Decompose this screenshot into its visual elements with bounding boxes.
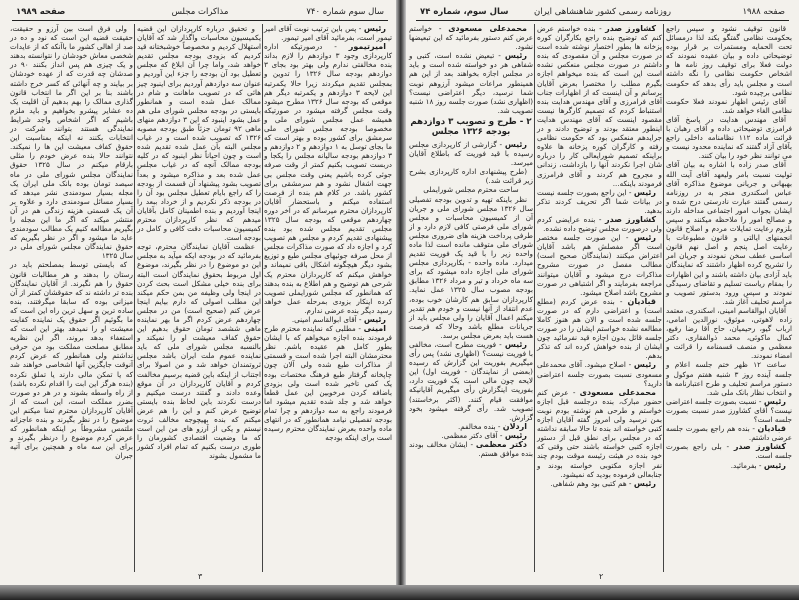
paragraph [666,160,792,306]
paragraph [666,24,792,97]
paragraph-text: این صورت جلسه مختصر است اگر مفصلش هم باشد آقایان اعتراض میکنند (نمایندگان صحیح است) مطالب مفصل در صورت مشروح مذاکرات درج میشود و آقایان میتوانند مراجعه بفرمایند و اگر اشتباهی در صورت مشروح باشد اصلاح میشود. [537,233,662,297]
paragraph-text: ساعت ۱۲ ظهر ختم جلسه اعلام و جلسه آینده روز ۳ شنبه هفتم موکول و دستور مراسم تحلیف و طرح اعتبارنامه ها و انتخاب نظار بانک ملی شد. [666,360,792,397]
paragraph: قبادیان - بنده هم راجع بصورت جلسه عرضی داشتم. [666,424,792,443]
speaker-name: کشاورز صدر [605,214,656,224]
paragraph: دکتر معظمی - ایشان مخالف بودند بنده موافق هستم. [409,440,533,459]
paragraph [10,260,133,460]
paragraph-text: خواستم عرض کنم دستور بفرمائید که این تبعیضها نشود. [409,24,533,52]
paragraph [137,242,261,460]
paragraph [666,306,792,361]
column-divider [134,24,135,572]
speaker-name: رئیس [504,340,527,349]
paragraph-text: عظمت آقایان نمایندگان محترم، توجه بفرمائید که در بودجه ایکه میآید به مجلس این دو موضوع را در نظر بگیرند، موضوع اول مربوط بحقوق نمایندگان است البته برای بنده خیلی مشکل است بحث کردن در اینجا ولی وظیفه من بمن حکم میکند این مطلب اصولی که دارم بیایم اینجا عرض کنم (صحیح است) من در مجلس چهاردهم عرض کردم اگر ما بهر نماینده ماهی ششصد تومان حقوق بدهیم این حقوق کفاف معیشت او را نمیکند و بالنسبه مجلس شورای ملی که باید نماینده عموم ملت ایران باشد مجلس ثروتمندان خواهد شد و من اصولا برای اجتناب از اینکه باین قضیه برسیم مخالفت کردم و آقایان کارپردازان در آن موقع وعده دادند و گفتند درست میکنیم و درست نکردند باین لحاظ بنده بایستی توضیح عرض کنم و این را هم عرض میکنم که بنده بهیچوجه مخالف ثروت نیستم و یکی از آرزو های من این است که ما وضعیت اقتصادی کشورمان را طوری درست بکنیم که تمام افراد کشور ما مشمول بشوند [137,242,261,461]
paragraph: رئیس - اصلاح میشود. آقای محمدعلی مسعودی نسبت بصورت جلسه اعتراضی دارید؟ [537,360,662,388]
text-column [537,24,662,488]
speaker-name: کشاورز صدر [733,442,786,452]
paragraph-text: بنده هم راجع بصورت جلسه عرضی داشتم. [666,424,792,443]
paragraph-text: آقای صدر زاده با اشاره به بیان آقای تولیت نسبت بامر ولیعهد آقای آیت الله بهبهانی و جریانی موضوع مذاکره آقای عباس اسکندری منجر به در روزنامه رسمی گفتند عبارت نادرستی درج شده و ایشان بجواب امور اجتماعی مداخله دارند و مصالح امور را ملاحظه میکنند و سپس بلزوم رعایت تمایلات مردم و اصلاح قانون انجمنهای ایالتی و قانون مطبوعات با رعایت اصل پنجم و اصل نهم قانون اساسی عطف سخن نمودند و جریان امر را تشریح کرده اظهار داشتند که نمایندگان باید آزادی بیان داشته باشند و این اظهارات را بمقام ریاست تسلیم و تقاضای رسیدگی نمودند و سپس ورود بدستور تصویب و مراسم تحلیف آغاز شد. [666,160,792,306]
paragraph-text: آقای مهندس هدایت در پاسخ آقای فرامرزی توضیحاتی داده و آقای رهبان با قرائت ماده ۱۱۲ نظامنامه داخلی راجع بآقای آزاد گفتند که نماینده محدود نیست و می توانند نظر خود را بیان کنند. [666,114,792,161]
paragraph-text: اصلاح میشود. آقای محمدعلی مسعودی نسبت بصورت جلسه اعتراضی دارید؟ [537,360,662,388]
paragraph-text: نظر باینکه تهیه و تدوین بودجه تفصیلی سال ۱۳۲۶ مجلس شورای ملی و جریان آن از کمیسیون محاسبات و مجلس شورای ملی فرصتی کافی لازم دارد و از طرفی پرداخت هزینه های ضروری مجلس شورای ملی متوقف مانده است لذا ماده واحده زیر را با قید یک فوریت تقدیم میدارد. ماده واحده - بکارپردازی مجلس شورای ملی اجازه داده میشود که برای سه ماه خرداد و تیر و مرداد ۱۳۲۶ مطابق بودجه مصوب سال ۱۳۲۵ عمل نماید. کارپردازان سابق هم کارشان خوب بوده، عدم انتقاد از آنها نیست و خودم هم تقدیر میکنم اعمال آقایان را ولی مجلس باید از جریانات مطلع باشد وحالا که فرصت هست باید بعرض مجلس برسد. [409,194,534,340]
paragraph-text: و تحقیق درباره کارپردازان این قضیه یکمیسیون محاسبات واگذار شد که آقایان استهلال کردیم و مخصوصاً خوشبختانه قید کردیم که بزودی بودجه مجلس تقدیم خواهد شد، واما چرا آن ابلاغ که مجلس تعطیل بود آن بودجه را جزء این آوردیم و عنوان سه دوازدهم آوردیم برای اینبود چیز هائی که در تصویب ماهانت و شام در ممالک عمل شده است و همانطور بایستی در بودجه مجلس شورای ملی هم عمل بشود اینبود که این ۳ دوازدهم منهای ماهی ۹۲ تومان جزئاً طبق بودجه مصوبه ۱۳۲۶ که تصویب شده است و در غیاب مجلس البته بآن عمل شده تقدیم شده است و چون احیاناً نظر اینبود که در کلیه بودجه ممالک آنچه که در غیاب مجلس عمل شده بعد و مذاکره میشود و بعداً تصویب بشود پیشنهاد آن قسمت از بودجه را که راجع بایام تعطیل مجلس بود آن را در بودجه ذکر نکردیم و از خرداد ببعد را اینجا آوردیم و بنده اطمینان کامل بآقایان میدهم که نظر کارپردازان محترم کمیسیون محاسبات دقت کافی و کامل در بودجه است. [137,24,261,243]
page-number: ۳ [198,572,203,581]
paragraph: رئیس - آقای ابوالقاسم امینی. [291,315,386,324]
speaker-name: دکتر معظمی [475,440,527,450]
column-divider [262,24,263,572]
speaker-name: محمدعلی مسعودی [448,24,527,33]
page-header [416,5,789,21]
paragraph: رئیس - فوریت مطرح است، مخالفی با فوریت نیست؟ (اظهاری نشد) پس رأی میگیریم بفوریت این گزارش که رسیده (بعضی از نمایندگان - فوریت اول) این لایحه چون مالی است یک فوریت دارد، بفوریت اینگزارش رأی میگیریم آقایانیکه موافقت قیام کنند. (اکثر برخاستند) تصویب شد. رأی گرفته میشود بخود گزارش. [409,340,533,422]
paragraph-text: ولی فرق است بین آرزو و حقیقت، حقیقت قضیه این است که نود و ده در صد از اهالی کشور ما باآنکه که از عایدات شخصی معاش خودشان را نتوانسته بدهند و یک چیزی هم پس انداز بکنند ۹۰ در صدشان چه قدرت که از عهده خودشان بر بیایند و چه آنهائی که کسر خرج داشته باشند بنا بر این اگر ما انتخاب قانون گذاری ممالک را بهم بدهیم آن اقلیت یک ده عشایر پیشرو بخواهیم و باید ملزم باشیم که اگر اشخاص واجد شرایط نمایندگی هستند بتوانند شرکت در انتخابات بکنند نه اینکه بمناسبت این حقوق کفاف معیشت این ها را نمیکند. نتوانند حالا بنده عرض خودم را مثلی بارقام میکنم در سال ۱۳۲۵ حقوق نمایندگان مجلس شورای ملی در ماه سیصد تومان بوده بانک ملی ایران یک مجله بسیار سودمندی نشر میدهد که بسیار مسائل سودمندی دارد و علاوه بر آن یک قسمتی هزینه زندگی هم در آن منتشر میکند که اگر ما این مجله را بگیریم مطالعه کنیم یک مطالب سودمندی عاید ما میشود و اگر در نظر بگیریم که حقوق نمایندگان مجلس شورای ملی در سال ۱۳۲۵ [10,24,133,261]
paragraph-text: قانون توقیف نشود و سپس راجع بحکومت نظامی گفتگو بکند لذا درمسائل تحت الحمایه ومستمرات بر قرار بوده توضیحاتی داده و بیان عقیده نمودند که دولت فعلا برای توقیف روز نامه ها و اشخاص حکومت نظامی را نگه داشته است و مجلس باید رأی بدهد که حکومت نظامی برچیده شود. [666,24,792,97]
paragraph [409,167,533,185]
text-column [409,24,533,458]
scan-bottom-edge [0,585,799,600]
paragraph [409,195,533,341]
column-divider [663,24,664,572]
paragraph-text: این راجع بصورت جلسه نیست در بیانات شما اگر تحریف کردند تذکر بدهید. [537,187,662,215]
paragraph-text: آقای رئیس اظهار نمودند فعلا حکومت نظامی الغاء خواهد شد. [666,96,792,115]
header-issue-or-page-right: صفحه ۱۹۸۸ [742,7,785,17]
speaker-name: محمدعلی مسعودی [579,387,657,397]
paragraph-text: بنده عرض کردم (مطلع است) و اعتراضی دارم که در صورت جلسه شده است و الان هم هنوز کاملا مطالعه نشده خواستم ایشان را در صورت جلسه قائل بدون اجازه قید نفرمائید چون ایشان از بنده خواهش کرده اند که تذکر بدهم. [537,296,662,361]
paragraph-text: بنده خواستم عرض کنم که توضیح بنده راجع بکارگران کوره پزخانه ها بطور اختصار نوشته شده است در صورت مجلس و آن مقصودی که بنده داشتم در صورت مجلس منعکس نشده است این است که بنده میخواهم اجازه بگیرم مطلب را مختصرا بعرض آقایان برسانم و آن اینست که از اظهارات جناب آقای فرامرزی و آقای مهندس هدایت بنده استنباط کردم که تصمیم کارگرها نیست مقصود اینست که آقای مهندس هدایت اینطور معتقد بودند و توضیح دادند و در جرایدهم منعکس بود که حکومت نظامی رفته و کارگران کوره پزخانه ها علاوه براینکه تصمیم شورایعالی کار را درباره شان اجرا نکردند آنها را بازداشت، زندانی و مجروح هم کردند و آقای فرامرزی فرمودند باینکه... [537,24,662,188]
speaker-name: رئیس [504,139,527,149]
paragraph-text: بنده عرایضی کردم ولی درصورت مجلس توضیح داده نشده. [537,214,662,234]
paragraph: رئیس - بفرمائید. [730,460,786,470]
paragraph: کشاورز صدر - بلی راجع بصورت جلسه است. [666,442,792,461]
paragraph: محمدعلی مسعودی - عرض کنم حضور مبارک، بنده درجلسه قبل اجازه خواستم و طرحی هم نوشته بودم نوبت بمن نرسید ولی امروز گفته آقایان اجازه کتبی خواسته اند بنده تا حالا سابقه نداشته که در مجلس برای نطق قبل از دستور اجازه کتبی خواسته باشند حتی وقتی که خود بنده در هیئت رئیسه موقت بودم چند نفر اجازه مکتوبی خواسته بودند و جنابعالی فرموده بودید که نمیشود. [537,387,662,479]
paragraph: رئیس - پس باین ترتیب نوبت آقای امیر تیمور است، بفرمائید آقای امیر تیمور. [264,24,392,43]
paragraph: رئیس - تبعیض نشده است، کتبی و شفاهی هر دو خواسته شده است و باید در مجلس اجازه بخواهند بعد از این هم همینطور مراعات میشود آرزوهم نوبت شما نرسید، دیگر اعتراضی نیست؟ (اظهاری نشد) صورت جلسه روز ۱۸ شنبه تصویب شد. [409,51,534,115]
paragraph-text: گزارشی از کارپردازی مجلس رسیده با قید فوریت که باطلاع آقایان میرسد. [409,139,533,168]
paragraph: رئیس - آقای دکتر معظمی. [441,430,527,440]
speaker-name: قبادیان [627,296,656,306]
paragraph-text: بفرمائید. [730,460,757,470]
paragraph: قبادیان - بنده عرض کردم (مطلع است) و اعتراضی دارم که در صورت جلسه شده است و الان هم هنوز کاملا مطالعه نشده خواستم ایشان را در صورت جلسه قائل بدون اجازه قید نفرمائید چون ایشان از بنده خواهش کرده اند که تذکر بدهم. [537,296,662,361]
paragraph-text: آقای ابوالقاسم امینی. [291,315,357,324]
text-column [137,24,261,461]
paragraph [666,360,792,396]
right-page [404,0,799,590]
paragraph-text: هم کتبی بود وهم شفاهی. [550,478,627,488]
speaker-name: رئیس [363,24,386,33]
page-number: ۲ [599,572,604,581]
text-column [264,24,392,442]
speaker-name: امینی [363,324,386,334]
section-heading: ۲ - طرح و تصویب ۳ دوازدهم بودجه ۱۳۲۶ مجلس [410,116,532,138]
text-column [666,24,792,470]
speaker-name: امیرتیمور [348,42,386,52]
header-issue-or-page-right: سال سوم شماره ۷۴۰ [306,7,384,17]
paragraph [137,24,261,242]
speaker-name: کشاورز صدر [605,24,656,33]
paragraph [10,24,133,260]
speaker-name: قبادیان [757,424,786,434]
header-issue-or-page-left: سال سوم، شماره ۷۴ [420,7,509,17]
paragraph-text: درصورتیکه اداره کارپردازی وجود ۳ دوازدهم را لازم بداند بنده مخالفتی ندارم ولی بهتر بود بجای ۳ دوازدهم بودجه سال ۱۳۲۶ را تدوین و بمجلس تقدیم میکردند زیرا حالا یکمرتبه این لایحه ۳ دوازدهم و یکمرتبه دیگر هم موقعی که بودجه سال ۱۳۲۶ مطرح میشود وقت مجلس گرفته میشود در صورتیکه همیشه عمل مجلس شورای ملی و مخصوصا بودجه مجلس شورای ملی سرمشق برای کشور بوده و بهتر است که ما بجای توسل به ۱ دوازدهم و ۲ دوازدهم و ۳ دوازدهم بودجه سالیانه مجلس را یکجا و دربست تصویب بکنیم کمتر از وقت صرفه جوئی کرده باشیم یعنی وقت مجلس بی جهت اشغال نشود و هم سرمشقی برای کشور باشد. در کلام هم بنده از فرصت استفاده میکنم و باستحضار آقایان کارپردازان محترم میرسانم که در آخر دوره چهاردهم موقعی که بودجه سال ۱۳۲۵ مجلس تقدیم مجلس شده بود بنده پیشنهادی تقدیم کردم و مجلس هم تصویب کرد و اجازه داد که صورت مذاکرات مجلس از محل صرفه جوئیهای مجلس طبع و توزیع بشود دیگر هیچگونه اشکال باقی نمیماند و خواهش میکنم که کارپردازان محترم یک شرحی هم توضیح و هم اطلاع به بنده بدهند که همانطور که مجلس شورایملی تصویب کرده اینکار بزودی بمرحله عمل خواهد رسید دیگر بنده عرضی ندارم. [264,42,392,315]
speaker-name: رئیس [763,396,786,406]
paragraph-text: فوریت مطرح است، مخالفی با فوریت نیست؟ (اظهاری نشد) پس رأی میگیریم بفوریت این گزارش که رسیده (بعضی از نمایندگان - فوریت اول) این لایحه چون مالی است یک فوریت دارد، بفوریت اینگزارش رأی میگیریم آقایانیکه موافقت قیام کنند. (اکثر برخاستند) تصویب شد. رأی گرفته میشود بخود گزارش. [409,340,533,422]
paragraph-text: تبعیض نشده است، کتبی و شفاهی هر دو خواسته شده است و باید در مجلس اجازه بخواهند بعد از این هم همینطور مراعات میشود آرزوهم نوبت شما نرسید، دیگر اعتراضی نیست؟ (اظهاری نشد) صورت جلسه روز ۱۸ شنبه تصویب شد. [409,51,534,115]
paragraph: رئیس - نسبت بصورت جلسه اعتراضی نیست؟ آقای کشاورز صدر نسبت بصورت جلسه است؟ [666,396,792,425]
paragraph-text: عرض کنم حضور مبارک، بنده درجلسه قبل اجازه خواستم و طرحی هم نوشته بودم نوبت بمن نرسید ولی امروز گفته آقایان اجازه کتبی خواسته اند بنده تا حالا سابقه نداشته که در مجلس برای نطق قبل از دستور اجازه کتبی خواسته باشند حتی وقتی که خود بنده در هیئت رئیسه موقت بودم چند نفر اجازه مکتوبی خواسته بودند و جنابعالی فرموده بودید که نمیشود. [537,387,662,479]
paragraph-text: پس باین ترتیب نوبت آقای امیر تیمور است، بفرمائید آقای امیر تیمور. [264,24,392,43]
speaker-name: رئیس [633,233,656,243]
paragraph-text: آقای دکتر معظمی. [441,430,498,440]
paragraph: رئیس - گزارشی از کارپردازی مجلس رسیده با قید فوریت که باطلاع آقایان میرسد. [409,139,533,168]
paragraph: اردلان - بنده مخالفم. [458,421,527,431]
header-title: روزنامه رسمی کشور شاهنشاهی ایران [533,7,672,17]
book-gutter [396,0,406,600]
paragraph: محمدعلی مسعودی - خواستم عرض کنم دستور بفرمائید که این تبعیضها نشود. [409,24,533,52]
paragraph: امیرتیمور - درصورتیکه اداره کارپردازی وجود ۳ دوازدهم را لازم بداند بنده مخالفتی ندارم ولی بهتر بود بجای ۳ دوازدهم بودجه سال ۱۳۲۶ را تدوین و بمجلس تقدیم میکردند زیرا حالا یکمرتبه این لایحه ۳ دوازدهم و یکمرتبه دیگر هم موقعی که بودجه سال ۱۳۲۶ مطرح میشود وقت مجلس گرفته میشود در صورتیکه همیشه عمل مجلس شورای ملی و مخصوصا بودجه مجلس شورای ملی سرمشق برای کشور بوده و بهتر است که ما بجای توسل به ۱ دوازدهم و ۲ دوازدهم و ۳ دوازدهم بودجه سالیانه مجلس را یکجا و دربست تصویب بکنیم کمتر از وقت صرفه جوئی کرده باشیم یعنی وقت مجلس بی جهت اشغال نشود و هم سرمشقی برای کشور باشد. در کلام هم بنده از فرصت استفاده میکنم و باستحضار آقایان کارپردازان محترم میرسانم که در آخر دوره چهاردهم موقعی که بودجه سال ۱۳۲۵ مجلس تقدیم مجلس شده بود بنده پیشنهادی تقدیم کردم و مجلس هم تصویب کرد و اجازه داد که صورت مذاکرات مجلس از محل صرفه جوئیهای مجلس طبع و توزیع بشود دیگر هیچگونه اشکال باقی نمیماند و خواهش میکنم که کارپردازان محترم یک شرحی هم توضیح و هم اطلاع به بنده بدهند که همانطور که مجلس شورایملی تصویب کرده اینکار بزودی بمرحله عمل خواهد رسید دیگر بنده عرضی ندارم. [264,42,392,315]
paragraph [666,115,792,160]
paragraph: کشاورز صدر - بنده عرایضی کردم ولی درصورت مجلس توضیح داده نشده. [537,214,662,234]
paragraph: ساحت محترم مجلس شورایملی [423,185,519,195]
speaker-name: اردلان [502,421,527,431]
speaker-name: رئیس [363,315,386,324]
paragraph-text: که بایستی توسط بمصلحتم باید در رستان را بدهند و هر مطالبات قانون حقوق را هم نگیرند. از آقایان نمایندگان بنده تر داشته ند که حقوقشان کمتر از آن میزانی بوده که سابقا میگرفتند، بنده ساده ترین و سهل ترین راه این است که ما بگوئیم اگر حقوق یک نماینده کفایت معیشت او را نمیدهد بهتر این است که استعفاء بدهد بروند، اگر این نظریه مطابق مصلحت مملکت بود من حرفی نداشتم ولی همانطور که عرض کردم آنوقت جایگزین آنها اشخاصی خواهند شد که یا تمکن مالی دارند یا تملق نکرده (بنده هرگز این ابت را اقدام نکرده باشد) از راه واسطه بشوند و در هر دو صورت بضرر مملکت است، این است که از آقایان کارپردازان محترم تمنا میکنم این موضوع را در نظر بگیرند و بنده عاجزانه ملتمس مشروطاً بر اینکه همانطور که عرض کردم موضوع را درنظر بگیرند و برای این سه ماه و همچنین برای آتیه جبران [10,260,133,461]
left-page [0,0,398,590]
speaker-name: رئیس [633,187,656,197]
paragraph-text: مطلبی که نماینده محترم طرح فرمودند بنده اجازه میخواهم که با ایشان بطور کامل هم عقیده باشم. نظر محترمشان البته اجرا شده است و قسمتی از مذاکرات طبع شده ولی آلان چون چاپخانه گرفتار طبع فرهنگ مختصات بوده یک کمی تاخیر شده است ولی بزودی باضافه کردن مرخوبین این عمل قطعاً خواهد شد و جلد شده تقدیم میشود اما فرمودند راجع به سه دوازدهم و چرا تمام بودجه تفصیلی نیامد همانطور که در انتهای ماده واحده بعرض نمایندگان محترم رسیده است برای اینکه بودجه [264,324,392,443]
speaker-name: رئیس [633,360,656,370]
paragraph-text: (طرح پیشنهادی اداره کارپردازی بشرح زیر قرائت شد.) [409,167,533,186]
paragraph: رئیس - هم کتبی بود وهم شفاهی. [550,478,656,488]
text-column [10,24,133,461]
speaker-name: رئیس [504,51,527,61]
paragraph-text: نسبت بصورت جلسه اعتراضی نیست؟ آقای کشاورز صدر نسبت بصورت جلسه است؟ [666,396,792,425]
paragraph-text: آقایان ابوالقاسم امینی، اسکندری، معتمد زاده لاهوتی، موثوق، نورالدین امامی، ارباب گیو، رحیمیان، حاج آقا رضا رفیع، کمال ماکوئی، محمد ذوالفقاری، دکتر معظمی و منصف قسمنامه را قرائت و امضاء نمودند. [665,305,792,361]
paragraph-text: ایشان مخالف بودند بنده موافق هستم. [409,440,533,459]
paragraph: رئیس - این راجع بصورت جلسه نیست در بیانات شما اگر تحریف کردند تذکر بدهید. [537,187,662,215]
header-title: مذاکرات مجلس [171,7,229,17]
speaker-name: رئیس [633,478,656,488]
paragraph: امینی - مطلبی که نماینده محترم طرح فرمودند بنده اجازه میخواهم که با ایشان بطور کامل هم عقیده باشم. نظر محترمشان البته اجرا شده است و قسمتی از مذاکرات طبع شده ولی آلان چون چاپخانه گرفتار طبع فرهنگ مختصات بوده یک کمی تاخیر شده است ولی بزودی باضافه کردن مرخوبین این عمل قطعاً خواهد شد و جلد شده تقدیم میشود اما فرمودند راجع به سه دوازدهم و چرا تمام بودجه تفصیلی نیامد همانطور که در انتهای ماده واحده بعرض نمایندگان محترم رسیده است برای اینکه بودجه [264,324,392,443]
paragraph-text: بنده مخالفم. [458,421,496,431]
paragraph: کشاورز صدر - بنده خواستم عرض کنم که توضیح بنده راجع بکارگران کوره پزخانه ها بطور اختصار نوشته شده است در صورت مجلس و آن مقصودی که بنده داشتم در صورت مجلس منعکس نشده است این است که بنده میخواهم اجازه بگیرم مطلب را مختصرا بعرض آقایان برسانم و آن اینست که از اظهارات جناب آقای فرامرزی و آقای مهندس هدایت بنده استنباط کردم که تصمیم کارگرها نیست مقصود اینست که آقای مهندس هدایت اینطور معتقد بودند و توضیح دادند و در جرایدهم منعکس بود که حکومت نظامی رفته و کارگران کوره پزخانه ها علاوه براینکه تصمیم شورایعالی کار را درباره شان اجرا نکردند آنها را بازداشت، زندانی و مجروح هم کردند و آقای فرامرزی فرمودند باینکه... [537,24,662,188]
header-issue-or-page-left: صفحه ۱۹۸۹ [16,7,66,17]
paragraph-text: بلی راجع بصورت جلسه است. [666,442,792,461]
page-header [12,5,388,21]
paragraph [666,97,792,115]
speaker-name: رئیس [763,460,786,470]
paragraph: رئیس - این صورت جلسه مختصر است اگر مفصلش هم باشد آقایان اعتراض میکنند (نمایندگان صحیح است) مطالب مفصل در صورت مشروح مذاکرات درج میشود و آقایان میتوانند مراجعه بفرمایند و اگر اشتباهی در صورت مشروح باشد اصلاح میشود. [537,233,662,297]
speaker-name: رئیس [504,430,527,440]
column-divider [534,24,535,572]
